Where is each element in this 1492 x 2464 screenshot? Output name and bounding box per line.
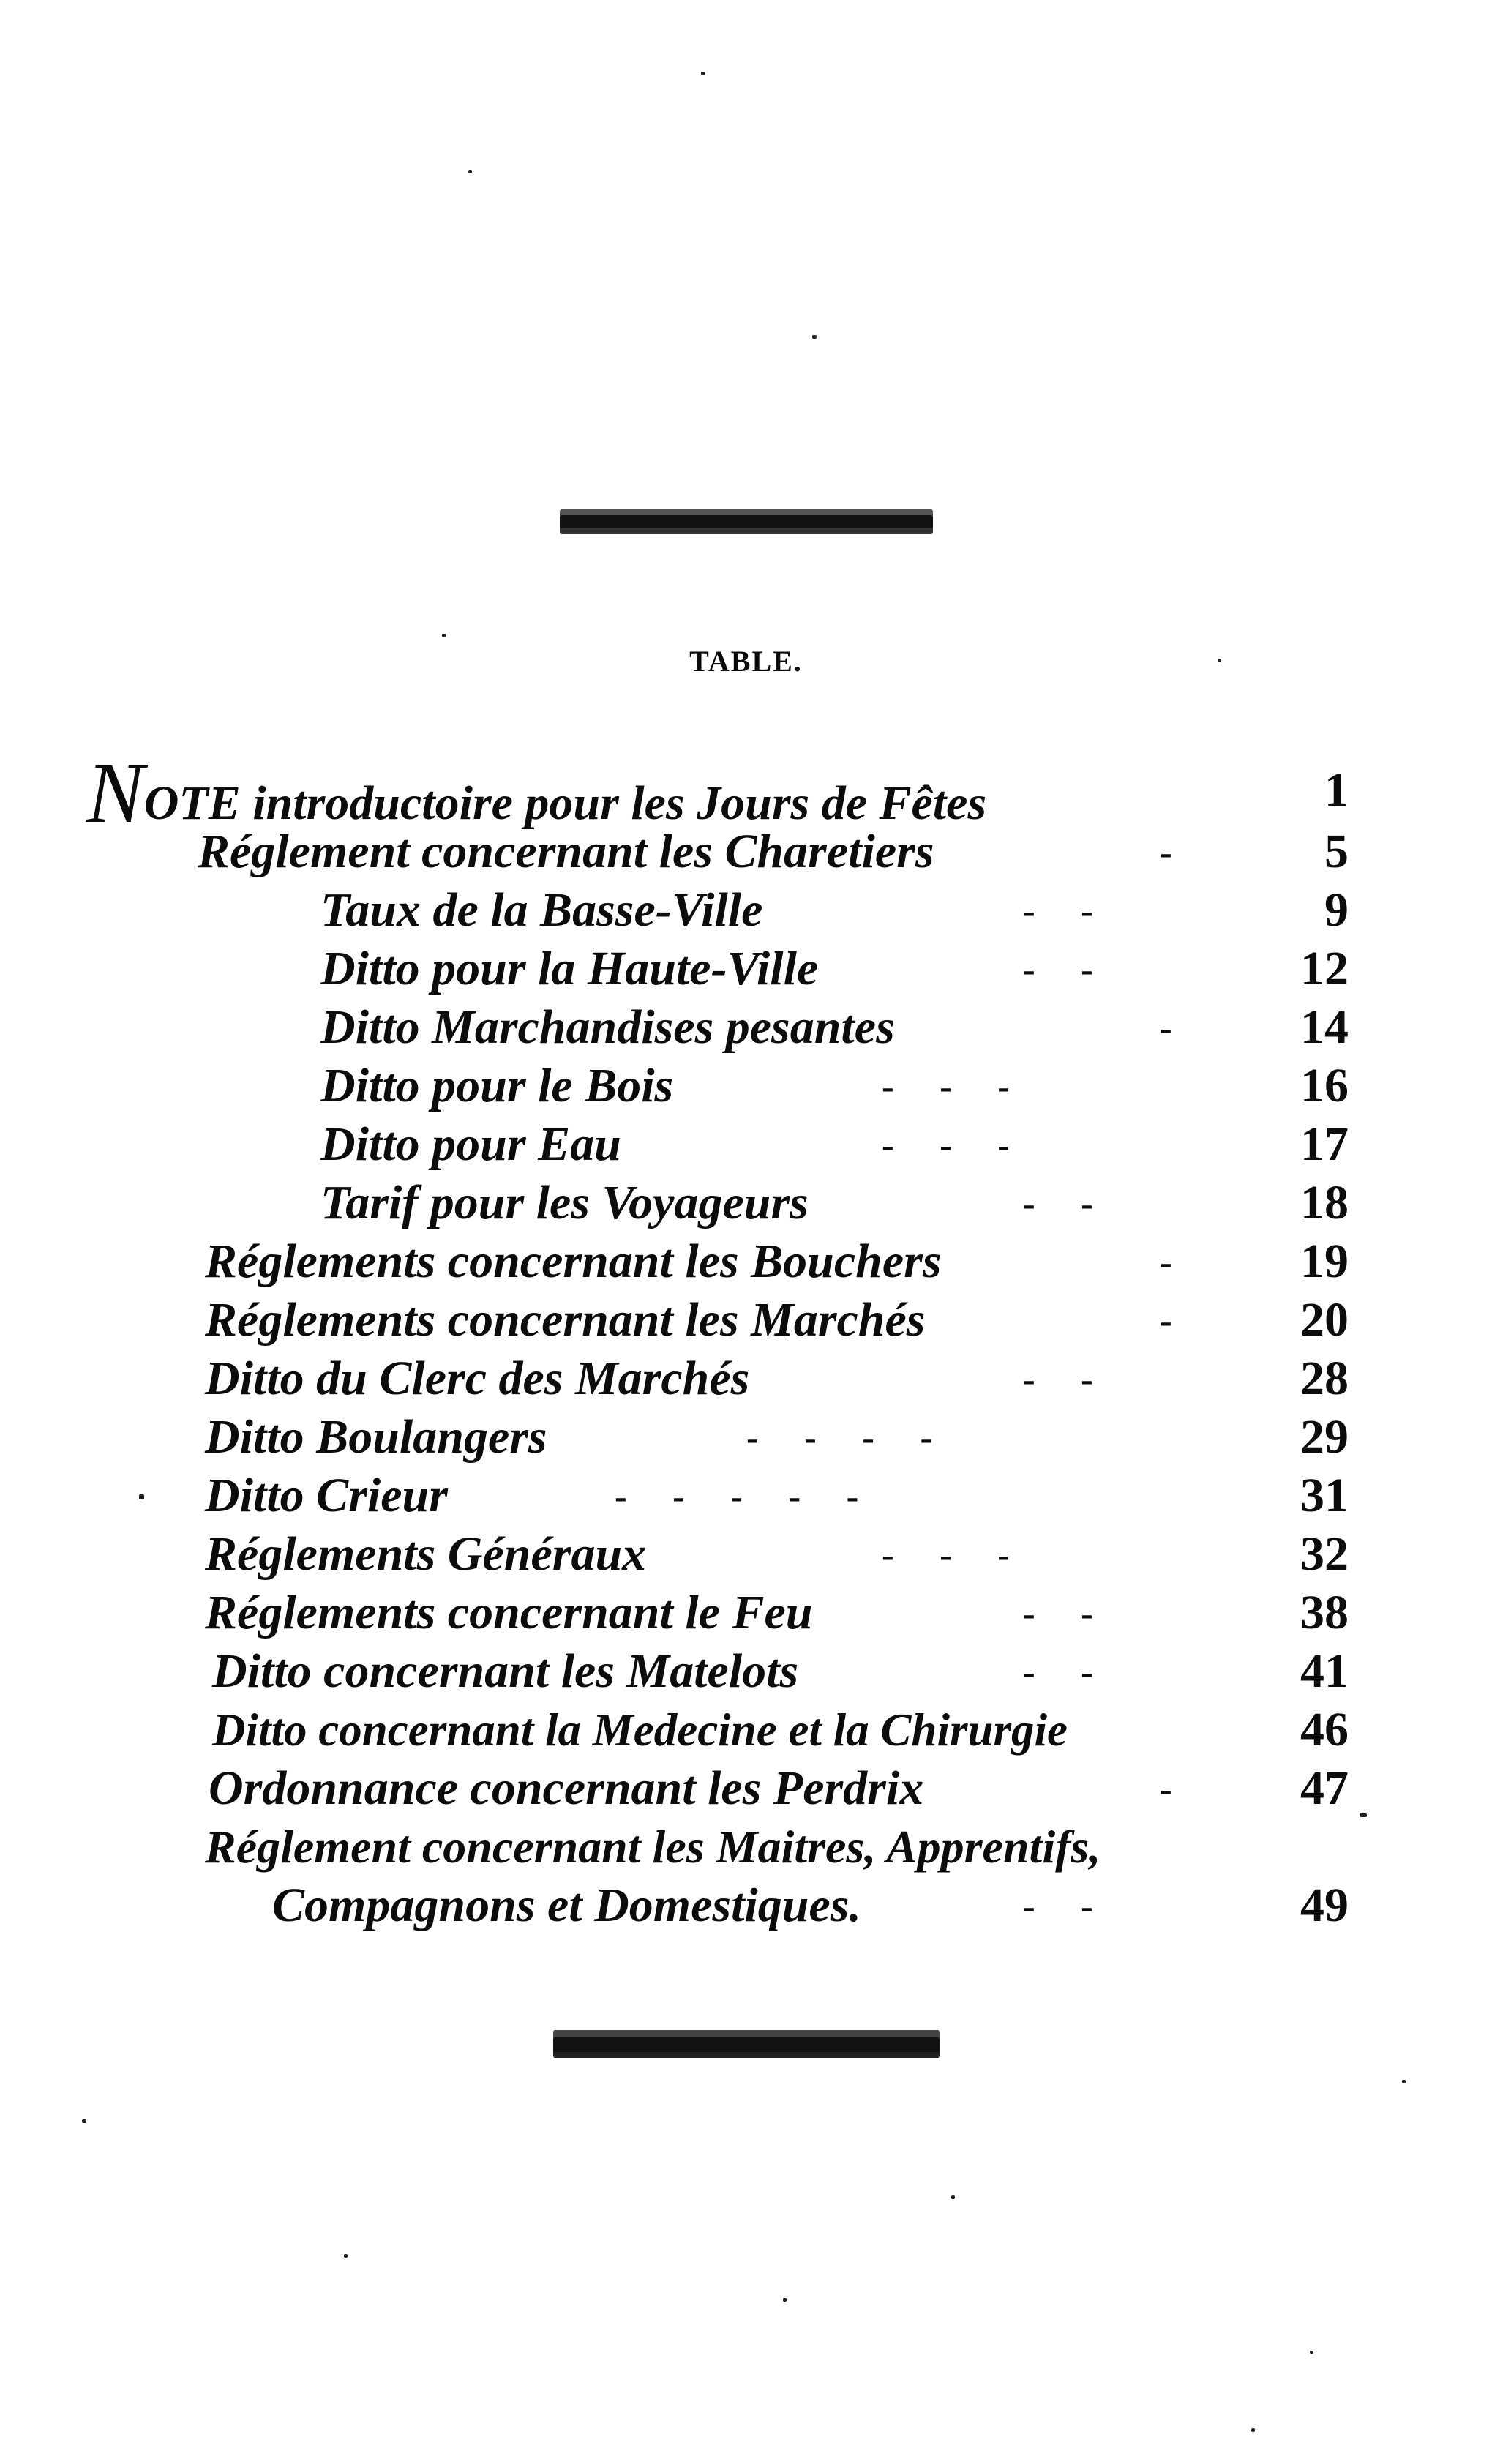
toc-entry-leader: - xyxy=(1160,1241,1172,1282)
toc-entry-title: Ordonnance concernant les Perdrix xyxy=(209,1761,924,1815)
toc-entry xyxy=(0,1115,1492,1174)
toc-entry-page: 20 xyxy=(1300,1293,1349,1347)
toc-entry-page: 17 xyxy=(1300,1117,1349,1171)
drop-cap: N xyxy=(86,745,144,841)
table-heading: TABLE. xyxy=(689,645,803,678)
toc-entry-leader: - - xyxy=(1023,1651,1093,1692)
toc-entry-leader: - xyxy=(1160,1768,1172,1809)
toc-entry-title: Ditto concernant les Matelots xyxy=(212,1644,799,1698)
toc-entry xyxy=(0,1584,1492,1642)
toc-entry-title: Ditto Boulangers xyxy=(205,1410,547,1464)
scan-speck xyxy=(951,2195,955,2199)
toc-entry-page: 28 xyxy=(1300,1352,1349,1405)
toc-entry-title: Réglements concernant les Bouchers xyxy=(205,1235,942,1288)
toc-entry-leader: - xyxy=(1160,831,1172,872)
toc-entry xyxy=(0,1291,1492,1349)
toc-entry-page: 47 xyxy=(1300,1761,1349,1815)
bottom-ornamental-rule xyxy=(553,2030,940,2058)
toc-entry-title: Ditto du Clerc des Marchés xyxy=(205,1352,750,1405)
scan-speck xyxy=(1402,2080,1406,2083)
scan-speck xyxy=(468,170,472,173)
toc-entry-page: 46 xyxy=(1300,1703,1349,1756)
toc-entry-page: 16 xyxy=(1300,1059,1349,1112)
scan-speck xyxy=(82,2119,86,2123)
toc-entry-page: 31 xyxy=(1300,1469,1349,1522)
toc-entry-page: 18 xyxy=(1300,1176,1349,1229)
toc-entry xyxy=(0,745,1492,841)
scan-speck xyxy=(1251,2428,1255,2432)
toc-entry xyxy=(0,1759,1492,1818)
toc-entry-title: Taux de la Basse-Ville xyxy=(320,883,763,937)
scan-speck xyxy=(701,72,705,75)
scan-speck xyxy=(812,335,817,339)
toc-entry-title: Ditto Marchandises pesantes xyxy=(320,1000,895,1054)
toc-entry-title: Réglements concernant le Feu xyxy=(205,1586,813,1639)
toc-entry-title: Réglement concernant les Charetiers xyxy=(198,825,934,878)
toc-entry xyxy=(0,1174,1492,1232)
toc-entry-leader: - xyxy=(1160,1007,1172,1048)
toc-entry-title: Ditto pour Eau xyxy=(320,1117,621,1171)
toc-entry-page: 12 xyxy=(1300,942,1349,995)
toc-entry-leader: - - - xyxy=(882,1124,1010,1165)
scan-speck xyxy=(139,1494,144,1499)
toc-entry-leader: - xyxy=(1160,1300,1172,1341)
scan-speck xyxy=(442,634,446,637)
toc-entry-title: Tarif pour les Voyageurs xyxy=(320,1176,809,1229)
toc-entry xyxy=(0,1349,1492,1408)
toc-entry xyxy=(0,1701,1492,1759)
toc-entry-leader: - - xyxy=(1023,1885,1093,1926)
toc-entry-title-text: OTE introductoire pour les Jours de Fêtes xyxy=(143,776,987,830)
toc-entry-page: 19 xyxy=(1300,1235,1349,1288)
scan-speck xyxy=(344,2254,348,2258)
toc-entry xyxy=(0,1467,1492,1525)
toc-entry xyxy=(0,881,1492,940)
toc-entry-title: Réglements Généraux xyxy=(205,1527,647,1581)
toc-entry-title: Réglements concernant les Marchés xyxy=(205,1293,926,1347)
toc-entry-page: 14 xyxy=(1300,1000,1349,1054)
toc-entry-leader: - - - xyxy=(882,1066,1010,1106)
toc-entry-page: 5 xyxy=(1324,825,1349,878)
toc-entry-title: Ditto concernant la Medecine et la Chirurgie xyxy=(212,1704,1068,1756)
toc-entry-title: Ditto pour la Haute-Ville xyxy=(320,942,819,995)
toc-entry xyxy=(0,998,1492,1057)
toc-entry-leader: - - - - - xyxy=(615,1475,859,1516)
toc-entry xyxy=(0,823,1492,881)
toc-entry-title: Réglement concernant les Maitres, Apprentifs, xyxy=(205,1821,1101,1873)
toc-entry-page: 41 xyxy=(1300,1644,1349,1698)
toc-entry-title: Compagnons et Domestiques. xyxy=(272,1879,861,1932)
toc-entry xyxy=(0,1408,1492,1467)
scan-speck xyxy=(1360,1813,1367,1817)
toc-entry xyxy=(0,1057,1492,1115)
toc-entry-title: Ditto pour le Bois xyxy=(320,1059,674,1112)
toc-entry xyxy=(0,1642,1492,1701)
toc-entry-page: 49 xyxy=(1300,1879,1349,1932)
top-ornamental-rule xyxy=(560,509,933,534)
toc-entry-page: 9 xyxy=(1324,883,1349,937)
toc-entry-leader: - - xyxy=(1023,948,1093,989)
toc-entry-page: 29 xyxy=(1300,1410,1349,1464)
scan-speck xyxy=(1218,659,1221,662)
toc-entry xyxy=(0,1232,1492,1291)
toc-entry-leader: - - xyxy=(1023,890,1093,931)
toc-entry-leader: - - - xyxy=(882,1534,1010,1575)
toc-entry-leader: - - xyxy=(1023,1358,1093,1399)
toc-entry xyxy=(0,1818,1492,1876)
toc-entry-page: 32 xyxy=(1300,1527,1349,1581)
toc-entry-leader: - - - - xyxy=(746,1417,933,1458)
toc-entry-leader: - - xyxy=(1023,1183,1093,1224)
toc-entry xyxy=(0,1525,1492,1584)
scan-speck xyxy=(1310,2351,1313,2354)
toc-entry xyxy=(0,1876,1492,1935)
toc-entry-leader: - - xyxy=(1023,1592,1093,1633)
toc-entry-title: Ditto Crieur xyxy=(205,1469,448,1522)
toc-entry xyxy=(0,940,1492,998)
scan-speck xyxy=(783,2298,787,2302)
toc-entry-page: 38 xyxy=(1300,1586,1349,1639)
toc-entry-page: 1 xyxy=(1324,763,1349,817)
